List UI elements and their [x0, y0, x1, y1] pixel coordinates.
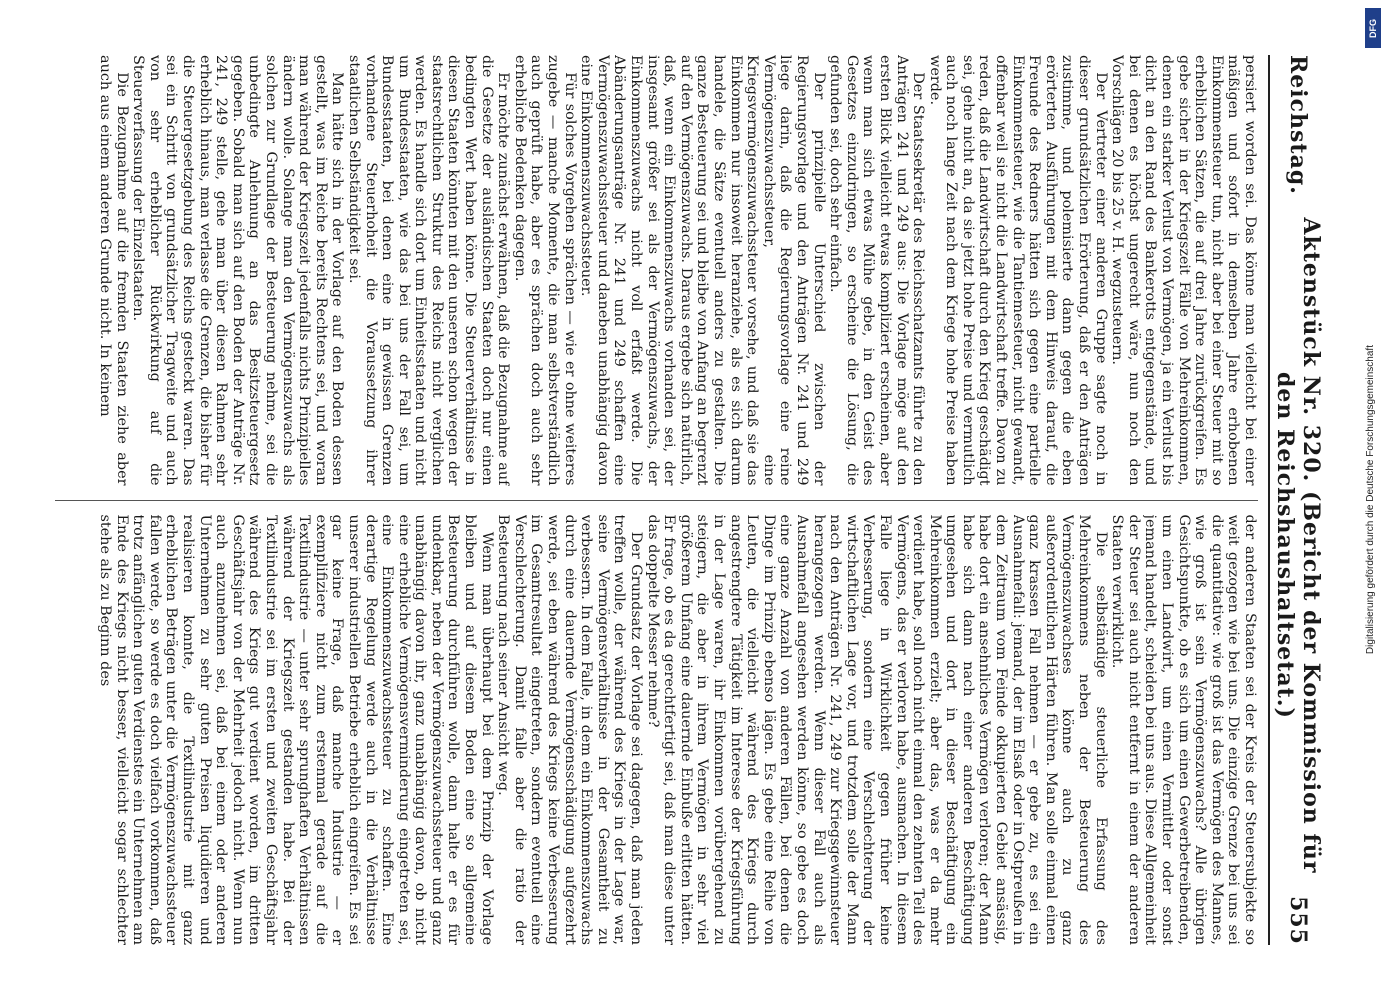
text-columns	[55, 55, 1258, 945]
paragraph: Der Staatssekretär des Reichsschatzamts führte zu den Anträgen 241 und 249 aus: Die Vorlage möge auf den ersten Blick vielleicht etwas kompliziert erscheinen, aber wenn man sich etwas Mühe gebe, in den Geist des Gesetzes einzudringen, so erscheine die Lösung, die gefunden sei, doch sehr einfach.	[827, 55, 927, 486]
dfg-logo-text: DFG	[1368, 18, 1378, 38]
paragraph: Man hätte sich in der Vorlage auf den Boden dessen gestellt, was im Reiche bereits Rechtens sei, und woran man während der Kriegszeit jedenfalls nichts Prinzipielles ändern wolle. Solange man den Vermögenszuwachs als solchen zur Grundlage der Besteuerung nehme, sei die unbedingte Anlehnung an das Besitzsteuergesetz gegeben. Sobald man sich auf den Boden der Anträge Nr. 241, 249 stelle, gehe man über diesen Rahmen sehr erheblich hinaus, man verlasse die Grenzen, die bisher für die Steuergesetzgebung des Reichs gesteckt waren. Das sei ein Schritt von grundsätzlicher Tragweite und auch von sehr erheblicher Rückwirkung auf die Steuerverfassung der Einzelstaaten.	[130, 55, 346, 486]
paragraph: Er möchte zunächst erwähnen, daß die Bezugnahme auf die Gesetze der ausländischen Staaten doch nur einen bedingten Wert haben könne. Die Steuerverhältnisse in diesen Staaten könnten mit den unseren schon wegen der staatsrechtlichen Struktur des Reichs nicht verglichen werden. Es handle sich dort um Einheitsstaaten und nicht um Bundesstaaten, wie das bei uns der Fall sei, um Bundesstaaten, bei denen eine in gewissen Grenzen vorhandene Steuerhoheit die Voraussetzung ihrer staatlichen Selbständigkeit sei.	[345, 55, 512, 486]
paragraph: persiert worden sei. Das könne man vielleicht bei einer mäßigen und sofort in demselben Jahre erhobenen Einkommensteuer tun, nicht aber bei einer Steuer mit so erheblichen Sätzen, die auf drei Jahre zurückgreifen. Es gebe sicher in der Kriegszeit Fälle von Mehreinkommen, denen ein starker Verlust von Vermögen, ja ein Verlust bis dicht an den Rand des Bankerotts entgegenstände, und bei denen es höchst ungerecht wäre, nun noch den Vorschlägen 20 bis 25 v. H. wegzusteuern.	[1109, 55, 1258, 486]
rotated-page-content	[15, 15, 1350, 985]
column-separator	[55, 500, 1258, 501]
paragraph: Der Vertreter einer anderen Gruppe sagte noch in dieser grundsätzlichen Erörterung, daß er den Anträgen zustimme, und polemisierte dann gegen die eben erörterten Ausführungen mit dem Hinweis darauf, die Freunde des Redners hätten sich gegen eine partielle Einkommensteuer, wie die Tantiemesteuer, nicht gewandt, offenbar weil sie nicht die Landwirtschaft treffe. Davon zu reden, daß die Landwirtschaft durch den Krieg geschädigt sei, gehe nicht an, da sie jetzt hohe Preise und vermutlich auch noch lange Zeit nach dem Kriege hohe Preise haben werde.	[926, 55, 1109, 486]
paragraph: Für solches Vorgehen sprächen — wie er ohne weiteres zugebe — manche Momente, die man selbstverständlich auch geprüft habe, aber es sprächen doch auch sehr erhebliche Bedenken dagegen.	[511, 55, 578, 486]
scanned-page	[15, 15, 1350, 985]
header-left: Reichstag.	[1285, 55, 1311, 195]
digitization-credit	[1363, 40, 1377, 960]
page-number: 555	[1285, 896, 1311, 945]
header-title: Aktenstück Nr. 320. (Bericht der Kommission für den Reichshaushaltsetat.)	[1272, 217, 1324, 874]
paragraph: Wenn man überhaupt bei dem Prinzip der Vorlage bleiben und auf diesem Boden eine so allgemeine Besteuerung durchführen wolle, dann halte er es für undenkbar, neben der Vermögenszuwachssteuer und ganz unabhängig davon ihr, ganz unabhängig davon, ob nicht eine erhebliche Vermögensverminderung eingetreten sei, eine Einkommenszuwachssteuer zu schaffen. Eine derartige Regelung werde auch in die Verhältnisse unserer industriellen Betriebe erheblich eingreifen. Es sei gar keine Frage, daß manche Industrie — er exemplifiziere nicht zum erstenmal gerade auf die Textilindustrie — unter sehr sprunghaften Verhältnissen während der Kriegszeit gestanden habe. Bei der Textilindustrie sei im ersten und zweiten Geschäftsjahr während des Kriegs gut verdient worden, im dritten Geschäftsjahr von der Mehrheit jedoch nicht. Wenn nun auch anzunehmen sei, daß bei einem oder anderen Unternehmen zu sehr guten Preisen liquidieren und realisieren konnte, die Textilindustrie mit ganz erheblichen Beträgen unter die Vermögenszuwachssteuer fallen werde, so werde es doch vielfach vorkommen, daß trotz anfänglichen guten Verdienstes ein Unternehmen am Ende des Kriegs nicht besser, vielleicht sogar schlechter stehe als zu Beginn des	[97, 514, 495, 945]
digitization-credit-text: Digitalisierung gefördert durch die Deutsche Forschungsgemeinschaft	[1364, 345, 1376, 655]
column-right	[55, 515, 1258, 946]
paragraph: der anderen Staaten sei der Kreis der Steuersubjekte so weit gezogen wie bei uns. Die einzige Grenze bei uns sei die quantitative: wie groß ist das Vermögen des Mannes, wie groß ist sein Vermögenszuwachs? Alle übrigen Gesichtspunkte, ob es sich um einen Gewerbetreibenden, um einen Landwirt, um einen Vermittler oder sonst jemand handelt, scheiden bei uns aus. Diese Allgemeinheit der Steuer sei auch nicht entfernt in einem der anderen Staaten verwirklicht.	[1109, 514, 1258, 945]
paragraph: Der Grundsatz der Vorlage sei dagegen, daß man jeden treffen wolle, der während des Kriegs in der Lage war, seine Vermögensverhältnisse in der Gesamtheit zu verbessern. In dem Falle, in dem ein Einkommenszuwachs durch eine dauernde Vermögensschädigung aufgezehrt werde, sei eben während des Kriegs keine Verbesserung im Gesamtresultat eingetreten, sondern eventuell eine Verschlechterung. Damit falle aber die ratio der Besteuerung nach seiner Ansicht weg.	[495, 514, 645, 945]
paragraph: Die selbständige steuerliche Erfassung des Mehreinkommens neben der Besteuerung des Vermögenszuwachses könne auch zu ganz außerordentlichen Härten führen. Man solle einmal einen ganz krassen Fall nehmen — er gebe zu, es sei ein Ausnahmefall: jemand, der im Elsaß oder in Ostpreußen in dem Zeitraum vom Feinde okkupierten Gebiet ansässig, habe dort ein ansehnliches Vermögen verloren; der Mann habe sich dann nach einer anderen Beschäftigung umgesehen und dort in dieser Beschäftigung ein Mehreinkommen erzielt; aber das, was er da mehr verdient habe, soll noch nicht einmal den zehnten Teil des Vermögens, das er verloren habe, ausmachen. In diesem Falle liege in Wirklichkeit gegen früher keine Verbesserung, sondern eine Verschlechterung der wirtschaftlichen Lage vor, und trotzdem solle der Mann nach den Anträgen Nr. 241, 249 zur Kriegsgewinnsteuer herangezogen werden. Wenn dieser Fall auch als Ausnahmefall angesehen werden könne, so gebe es doch eine ganze Anzahl von anderen Fällen, bei denen die Dinge im Prinzip ebenso lägen. Es gebe eine Reihe von Leuten, die vielleicht während des Kriegs durch angestrengtere Tätigkeit im Interesse der Kriegsführung in der Lage waren, ihr Einkommen vorübergehend zu steigern, die aber in ihrem Vermögen in sehr viel größerem Umfang eine dauernde Einbuße erlitten hätten. Er frage, ob es da gerechtfertigt sei, daß man diese unter das doppelte Messer nehme?	[644, 514, 1109, 945]
paragraph: Der prinzipielle Unterschied zwischen der Regierungsvorlage und den Anträgen Nr. 241 und 249 liege darin, daß die Regierungsvorlage eine reine Vermögenszuwachssteuer, eine Kriegsvermögenszuwachssteuer vorsehe, und daß sie das Einkommen nur insoweit heranziehe, als es sich darum handele, die Sätze eventuell anders zu gestalten. Die ganze Besteuerung sei und bleibe von Anfang an begrenzt auf den Vermögenszuwachs. Daraus ergebe sich natürlich, daß, wenn ein Einkommenszuwachs vorhanden sei, der insgesamt größer sei als der Vermögenszuwachs, der Einkommenszuwachs nicht voll erfaßt werde. Die Abänderungsanträge Nr. 241 und 249 schaffen eine Vermögenszuwachssteuer und daneben unabhängig davon eine Einkommenszuwachssteuer.	[578, 55, 827, 486]
page-header	[1272, 55, 1324, 945]
header-rule	[1268, 55, 1270, 945]
paragraph: Die Bezugnahme auf die fremden Staaten ziehe aber auch aus einem anderen Grunde nicht. In keinem	[97, 55, 130, 486]
column-left	[55, 55, 1258, 486]
